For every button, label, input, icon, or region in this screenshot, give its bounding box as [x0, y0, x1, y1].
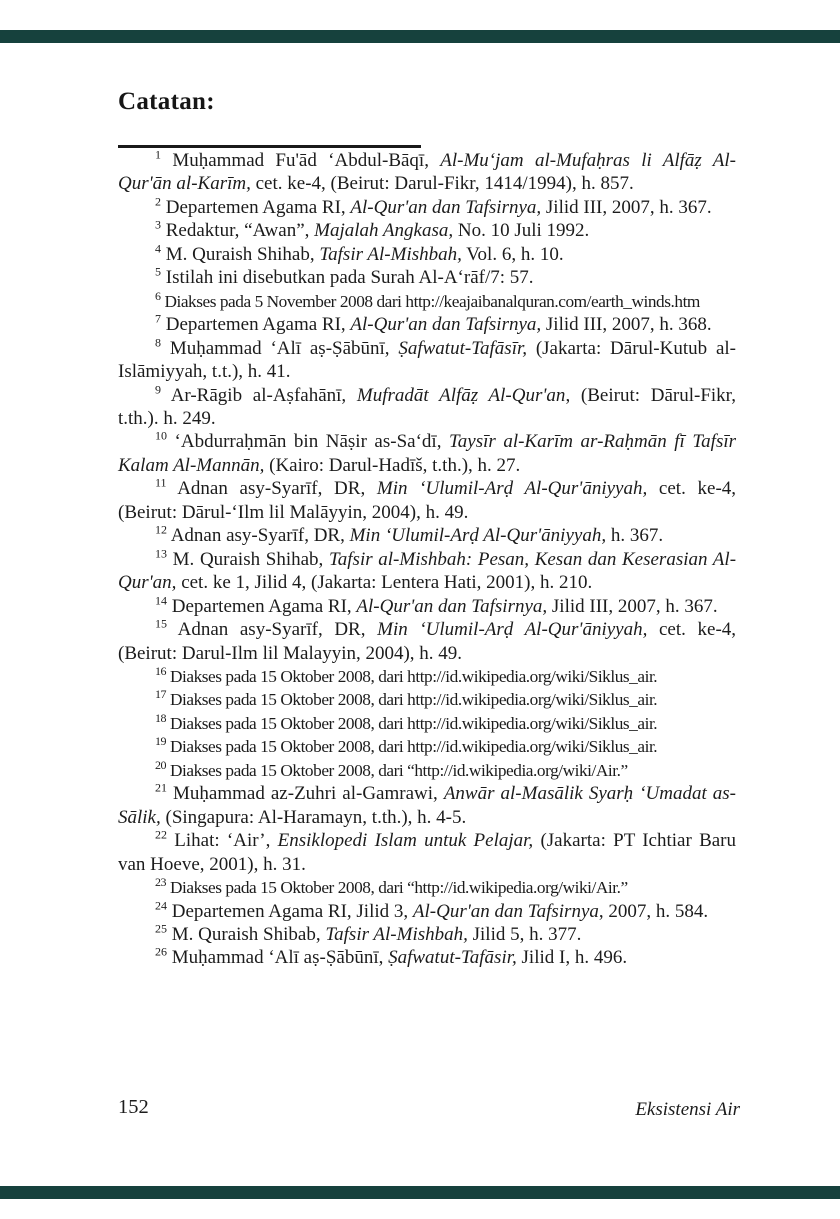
footnote-text: Ar-Rāgib al-Aṣfahānī, [170, 384, 357, 406]
footnote-1 [118, 149, 736, 196]
footnote-number: 12 [155, 522, 167, 537]
footnote-title-text: Al-Qur'an dan Tafsirnya [412, 900, 599, 922]
footnote-text: Diakses pada 15 Oktober 2008, dari http://id.wikipedia.org/wiki/Siklus_air. [169, 666, 658, 686]
footnote-8 [118, 337, 736, 384]
footnote-text: cet. ke-4, (Beirut: Darul-Fikr, 1414/1994), h. 857. [250, 173, 634, 195]
footnote-number: 19 [155, 734, 167, 749]
footnote-9 [118, 384, 736, 431]
footnote-16 [118, 665, 736, 688]
footnote-22 [118, 829, 736, 876]
footnote-title-text: Min ‘Ulumil-Arḍ Al-Qur'āniyyah, [377, 619, 648, 641]
footnote-20 [118, 759, 736, 782]
footnote-26 [118, 946, 736, 969]
footnote-4 [118, 243, 736, 266]
footnote-title-text: Ṣafwatut-Tafāsir, [388, 947, 517, 969]
footnote-text: Diakses pada 15 Oktober 2008, dari “http://id.wikipedia.org/wiki/Air.” [169, 760, 628, 780]
footnote-title-text: Anwār al-Masālik Syarḥ ‘Umadat as-Sālik, [118, 783, 736, 828]
footnote-number: 16 [155, 664, 167, 679]
footnote-text: Departemen Agama RI, Jilid 3, [171, 900, 413, 922]
footnote-number: 5 [155, 264, 161, 279]
footnote-text: cet. ke-4, (Beirut: Dārul-‘Ilm lil Malāyyin, 2004), h. 49. [118, 478, 737, 523]
footnote-text: Jilid III, 2007, h. 368. [541, 314, 712, 336]
footnote-number: 3 [155, 218, 161, 233]
footnote-title-text: Al-Qur'an dan Tafsirnya, [356, 595, 548, 617]
footnote-number: 17 [155, 687, 167, 702]
footnote-text: Diakses pada 15 Oktober 2008, dari http://id.wikipedia.org/wiki/Siklus_air. [169, 737, 658, 757]
footnote-number: 22 [155, 827, 167, 842]
footnote-text: Jilid I, h. 496. [516, 947, 628, 969]
footnote-text: (Singapura: Al-Haramayn, t.th.), h. 4-5. [160, 806, 467, 828]
footnote-title-text: Taysīr al-Karīm ar-Raḥmān fī Tafsīr Kalam Al-Mannān, [118, 431, 737, 476]
footnote-text: (Jakarta: Dārul-Kutub al-Islāmiyyah, t.t.), h. 41. [118, 337, 736, 383]
footnote-10 [118, 430, 736, 477]
page-heading: Catatan: [118, 88, 215, 115]
footnote-6 [118, 290, 736, 313]
footnote-title-text: Tafsir al-Mishbah: Pesan, Kesan dan Keserasian Al-Qur'an, [118, 548, 737, 594]
footnote-text: No. 10 Juli 1992. [453, 220, 590, 242]
footnote-14 [118, 595, 736, 618]
footnote-number: 24 [155, 898, 167, 913]
footnote-3 [118, 219, 736, 242]
footnote-number: 1 [155, 147, 161, 162]
footnote-text: cet. ke 1, Jilid 4, (Jakarta: Lentera Hati, 2001), h. 210. [176, 572, 593, 594]
footnote-text: Muḥammad ‘Alī aṣ-Ṣābūnī, [169, 337, 399, 359]
footnote-number: 14 [155, 593, 167, 608]
footnote-title-text: Min ‘Ulumil-Arḍ Al-Qur'āniyyah, [376, 478, 648, 500]
footnote-text: Departemen Agama RI, [171, 595, 357, 617]
footnote-number: 4 [155, 241, 161, 256]
heading-divider-rule [118, 145, 421, 148]
scan-edge-band-top [0, 30, 840, 43]
footnote-text: (Kairo: Darul-Hadīš, t.th.), h. 27. [264, 454, 521, 476]
scan-edge-band-bottom [0, 1186, 840, 1199]
footnote-number: 18 [155, 711, 167, 726]
footnote-text: (Jakarta: PT Ichtiar Baru van Hoeve, 2001), h. 31. [118, 830, 736, 875]
footnote-text: Jilid 5, h. 377. [467, 923, 582, 945]
footnote-23 [118, 876, 736, 899]
footnote-text: , (Beirut: Dārul-Fikr, t.th.). h. 249. [118, 384, 736, 429]
footnote-text: Vol. 6, h. 10. [461, 243, 564, 265]
footnote-number: 7 [155, 311, 161, 326]
footnote-text: Istilah ini disebutkan pada Surah Al-A‘rāf/7: 57. [165, 267, 534, 289]
footnote-text: Jilid III, 2007, h. 367. [547, 595, 718, 617]
footnote-number: 15 [155, 616, 167, 631]
footnote-title-text: Al-Qur'an dan Tafsirnya, [350, 196, 542, 218]
footnote-title-text: Al-Mu‘jam al-Mufaḥras li Alfāẓ Al-Qur'ān al-Karīm, [118, 150, 736, 195]
footnote-17 [118, 688, 736, 711]
footnotes-list [118, 149, 736, 970]
footnote-title-text: Tafsir Al-Mishbah, [325, 923, 468, 945]
footnote-number: 21 [155, 780, 167, 795]
footnote-text: , 2007, h. 584. [598, 900, 709, 922]
footnote-text: Diakses pada 15 Oktober 2008, dari “http://id.wikipedia.org/wiki/Air.” [169, 878, 628, 898]
running-title: Eksistensi Air [635, 1099, 740, 1120]
footnote-11 [118, 477, 736, 524]
page-number: 152 [118, 1096, 149, 1118]
footnote-2 [118, 196, 736, 219]
footnote-text: Diakses pada 5 November 2008 dari http://keajaibanalquran.com/earth_winds.htm [164, 291, 700, 311]
footnote-21 [118, 782, 736, 829]
footnote-title-text: Ṣafwatut-Tafāsīr, [398, 337, 528, 359]
footnote-text: h. 367. [606, 525, 664, 547]
footnote-25 [118, 923, 736, 946]
footnote-number: 26 [155, 945, 167, 960]
footnote-text: Muḥammad Fu'ād ‘Abdul-Bāqī, [172, 150, 441, 171]
footnote-title-text: Al-Qur'an dan Tafsirnya, [350, 314, 542, 336]
footnote-24 [118, 900, 736, 923]
footnote-text: Muḥammad ‘Alī aṣ-Ṣābūnī, [171, 947, 389, 969]
footnote-text: Adnan asy-Syarīf, DR, [177, 619, 378, 641]
footnote-7 [118, 313, 736, 336]
footnote-number: 9 [155, 382, 161, 397]
footnote-19 [118, 735, 736, 758]
footnote-text: Departemen Agama RI, [165, 196, 351, 218]
footnote-text: ‘Abdurraḥmān bin Nāṣir as-Sa‘dī, [174, 431, 449, 453]
footnote-text: Diakses pada 15 Oktober 2008, dari http://id.wikipedia.org/wiki/Siklus_air. [169, 713, 658, 733]
footnote-5 [118, 266, 736, 289]
footnote-title-text: Ensiklopedi Islam untuk Pelajar, [277, 830, 534, 852]
footnote-text: M. Quraish Shihab, [165, 243, 320, 265]
footnote-number: 10 [155, 429, 167, 444]
footnote-title-text: Majalah Angkasa, [314, 220, 454, 242]
footnote-title-text: Mufradāt Alfāẓ Al-Qur'an [356, 384, 566, 406]
footnote-text: M. Quraish Shibab, [171, 923, 326, 945]
footnote-12 [118, 524, 736, 547]
footnote-text: M. Quraish Shihab, [172, 548, 329, 570]
footnote-text: Diakses pada 15 Oktober 2008, dari http://id.wikipedia.org/wiki/Siklus_air. [169, 690, 658, 710]
footnote-text: Lihat: ‘Air’, [174, 830, 278, 852]
footnote-text: Muḥammad az-Zuhri al-Gamrawi, [173, 783, 444, 805]
footnote-13 [118, 548, 736, 595]
footnote-text: Adnan asy-Syarīf, DR, [170, 525, 350, 547]
footnote-text: Jilid III, 2007, h. 367. [541, 196, 712, 218]
footnote-18 [118, 712, 736, 735]
footnote-text: cet. ke-4, (Beirut: Darul-Ilm lil Malayyin, 2004), h. 49. [118, 619, 737, 664]
footnote-number: 8 [155, 335, 161, 350]
footnote-number: 13 [155, 546, 167, 561]
footnote-number: 2 [155, 194, 161, 209]
footnote-text: Adnan asy-Syarīf, DR, [177, 478, 377, 500]
footnote-number: 20 [155, 758, 167, 773]
footnote-title-text: Tafsir Al-Mishbah, [319, 243, 462, 265]
footnote-text: Redaktur, “Awan”, [165, 220, 315, 242]
footnote-text: Departemen Agama RI, [165, 314, 351, 336]
footnote-number: 23 [155, 875, 167, 890]
footnote-title-text: Min ‘Ulumil-Arḍ Al-Qur'āniyyah, [349, 525, 607, 547]
footnote-number: 25 [155, 921, 167, 936]
footnote-number: 11 [155, 476, 167, 491]
footnote-number: 6 [155, 288, 161, 303]
footnote-15 [118, 618, 736, 665]
